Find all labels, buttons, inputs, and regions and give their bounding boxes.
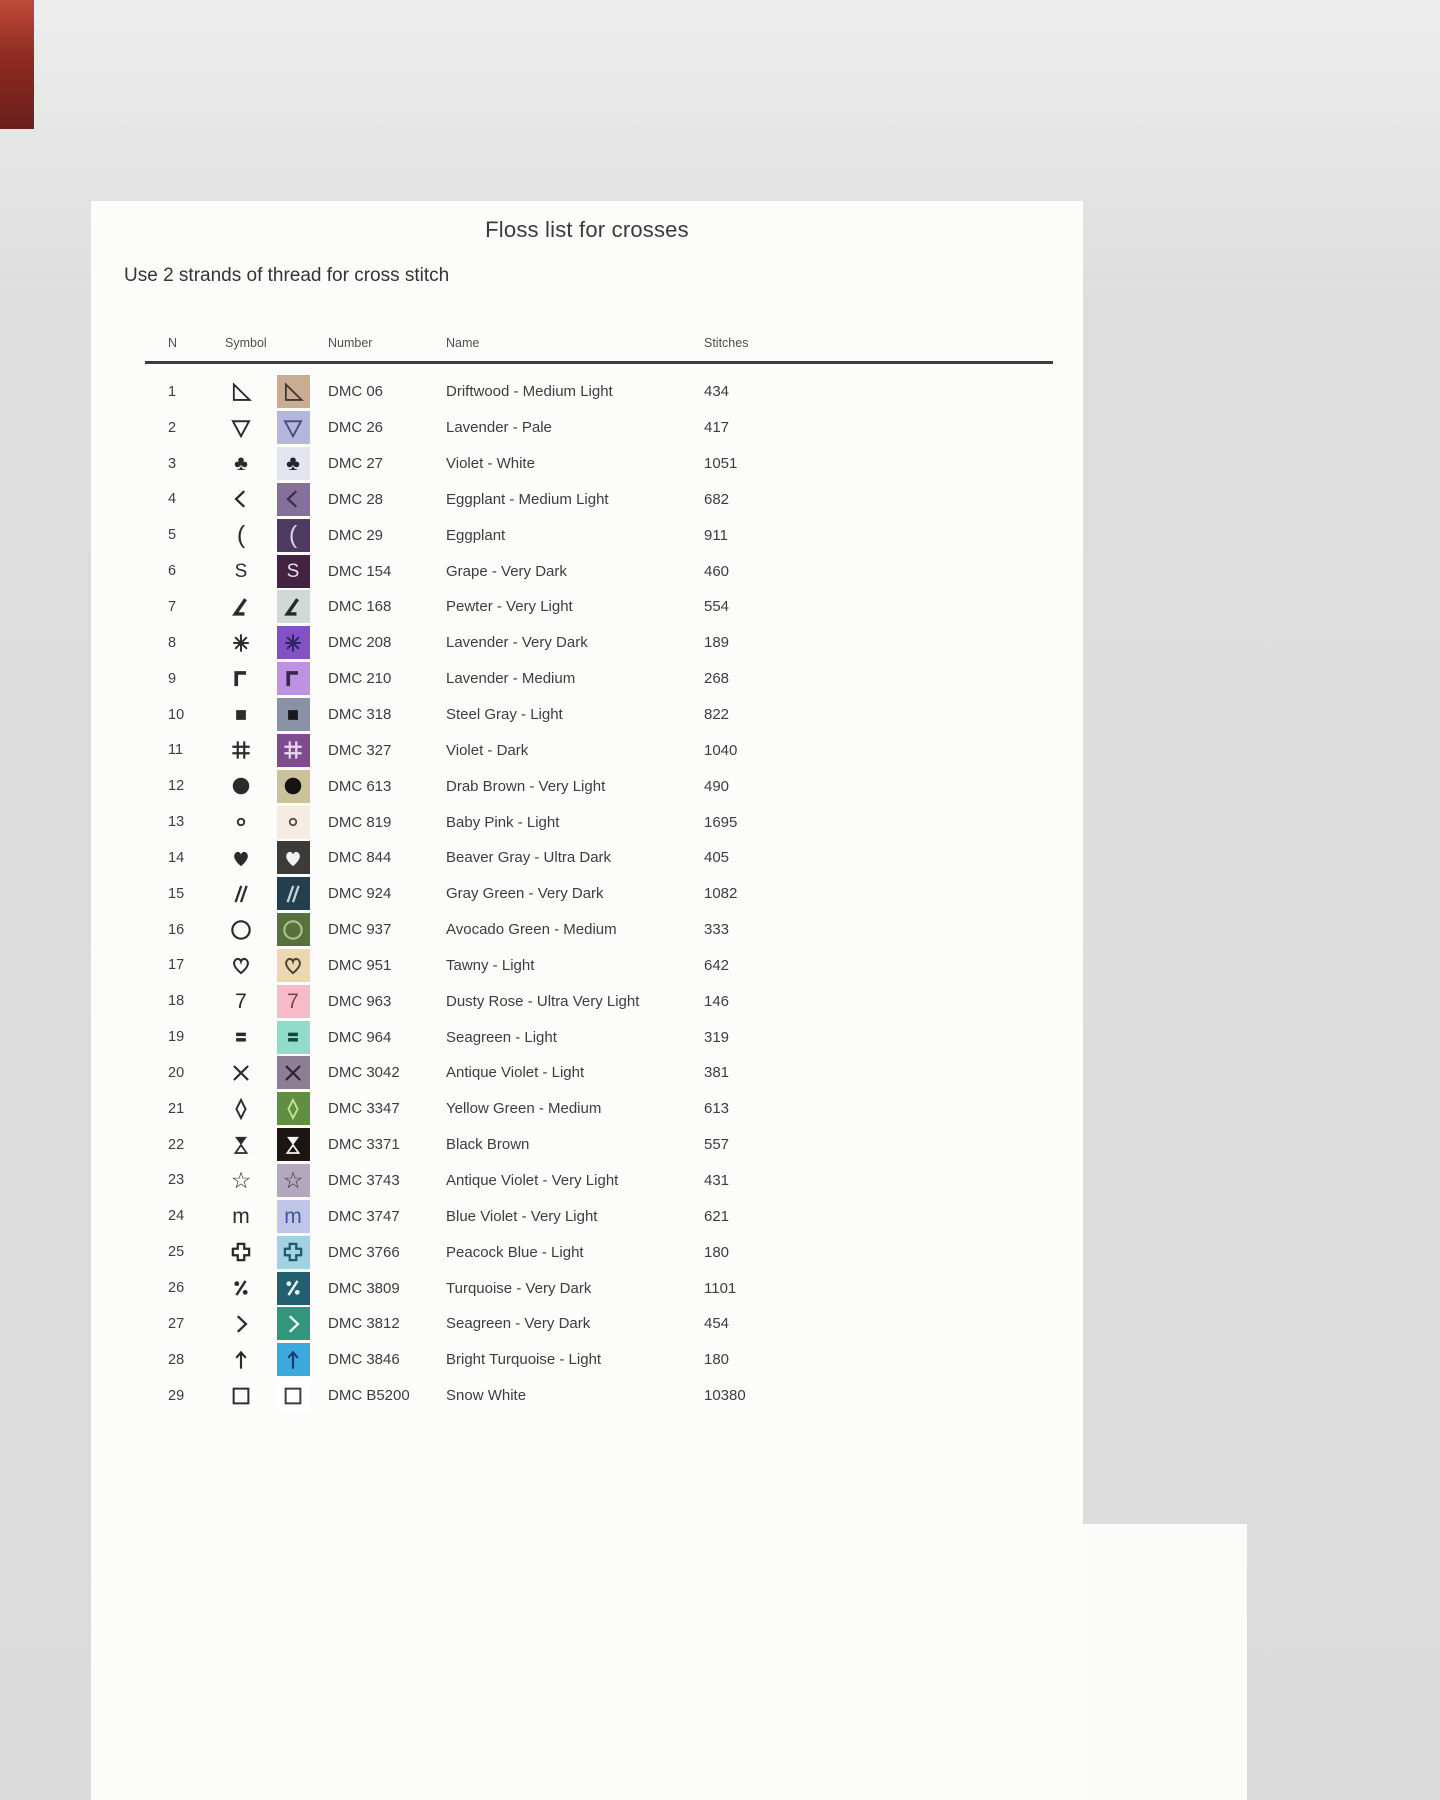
floss-number: DMC 937 [328,921,392,939]
floss-number: DMC 3747 [328,1207,400,1225]
floss-number: DMC 29 [328,526,384,544]
floss-name: Antique Violet - Very Light [446,1171,619,1189]
color-swatch [276,1091,310,1127]
cross-x-icon [216,1055,266,1091]
floss-number: DMC 964 [328,1028,392,1046]
row-number: 29 [168,1387,185,1404]
document-page [91,201,1083,1800]
equals-bold-icon [216,1019,266,1055]
stitch-count: 460 [704,562,730,580]
row-number: 20 [168,1064,185,1081]
diamond-narrow-icon [277,1092,310,1125]
table-row [91,768,1083,804]
circle-tiny-icon [277,806,310,839]
table-row [91,1163,1083,1199]
floss-name: Tawny - Light [446,956,535,974]
stitch-count: 613 [704,1100,730,1118]
table-row [91,1270,1083,1306]
heart-filled-icon [216,840,266,876]
percent-dots-icon [216,1270,266,1306]
digit-7-icon: 7 [277,985,310,1018]
table-row [91,553,1083,589]
floss-name: Seagreen - Very Dark [446,1315,591,1333]
floss-name: Gray Green - Very Dark [446,885,604,903]
color-swatch [276,1019,310,1055]
star-outline-icon: ☆ [277,1164,310,1197]
square-small-icon [277,698,310,731]
stitch-count: 554 [704,598,730,616]
row-number: 11 [168,742,184,759]
hash-grid-icon [277,734,310,767]
floss-number: DMC 3371 [328,1136,400,1154]
color-swatch [276,1234,310,1270]
page-title: Floss list for crosses [485,217,689,242]
letter-m-icon: m [232,1204,250,1228]
floss-name: Steel Gray - Light [446,706,563,724]
table-row [91,1342,1083,1378]
color-swatch [276,661,310,697]
club-icon: ♣ [277,447,310,480]
square-small-icon [216,697,266,733]
floss-number: DMC 318 [328,706,392,724]
stitch-count: 405 [704,849,730,867]
heart-outline-icon [216,948,266,984]
letter-s-icon: S [234,560,248,582]
table-row [91,1055,1083,1091]
floss-name: Snow White [446,1387,527,1405]
table-row [91,840,1083,876]
table-row [91,1306,1083,1342]
color-swatch [276,768,310,804]
color-swatch [276,482,310,518]
floss-name: Avocado Green - Medium [446,921,617,939]
floss-name: Baby Pink - Light [446,813,560,831]
stitch-count: 434 [704,383,730,401]
row-number: 14 [168,849,185,866]
table-row [91,661,1083,697]
floss-number: DMC 06 [328,383,384,401]
row-number: 23 [168,1172,185,1189]
stitch-count: 1101 [704,1279,737,1297]
stitch-count: 557 [704,1136,730,1154]
star-outline-icon: ☆ [230,1166,252,1193]
floss-number: DMC B5200 [328,1387,410,1405]
floss-name: Violet - Dark [446,741,529,759]
table-row [91,912,1083,948]
stitch-count: 10380 [704,1387,746,1405]
letter-m-icon: m [277,1200,310,1233]
table-row [91,948,1083,984]
floss-number: DMC 208 [328,634,392,652]
row-number: 5 [168,527,177,544]
paren-icon: ( [277,519,310,552]
col-header-stitches: Stitches [704,336,749,350]
circle-filled-icon [277,770,310,803]
color-swatch [276,876,310,912]
digit-7-icon: 7 [235,989,247,1013]
circle-tiny-icon [216,804,266,840]
table-row [91,517,1083,553]
hourglass-icon [277,1128,310,1161]
table-row [91,1019,1083,1055]
floss-name: Yellow Green - Medium [446,1100,602,1118]
table-row [91,589,1083,625]
down-triangle-icon [277,411,310,444]
corner-gamma-icon [216,661,266,697]
plus-outline-icon [277,1236,310,1269]
row-number: 24 [168,1208,185,1225]
floss-name: Eggplant [446,526,506,544]
row-number: 1 [168,383,177,400]
table-row [91,374,1083,410]
stitch-count: 180 [704,1351,730,1369]
hash-grid-icon [216,732,266,768]
row-number: 2 [168,419,177,436]
floss-name: Black Brown [446,1136,530,1154]
heart-filled-icon [277,841,310,874]
stitch-count: 1082 [704,885,738,903]
heart-outline-icon [277,949,310,982]
floss-table-rows [91,374,1083,1413]
color-swatch [276,1055,310,1091]
corner-gamma-icon [277,662,310,695]
table-row [91,697,1083,733]
table-row [91,482,1083,518]
table-row [91,1234,1083,1270]
angle-bold-icon [277,590,310,623]
floss-name: Drab Brown - Very Light [446,777,606,795]
diamond-narrow-icon [216,1091,266,1127]
row-number: 8 [168,634,177,651]
table-row [91,1091,1083,1127]
color-swatch [276,1306,310,1342]
stitch-count: 911 [704,526,728,544]
row-number: 3 [168,455,177,472]
floss-name: Lavender - Pale [446,419,552,437]
less-than-icon [216,482,266,518]
floss-number: DMC 327 [328,741,392,759]
row-number: 22 [168,1136,185,1153]
double-slash-icon [216,876,266,912]
stitch-count: 822 [704,706,730,724]
floss-number: DMC 3766 [328,1243,400,1261]
asterisk-8-icon [216,625,266,661]
color-swatch [276,1198,310,1234]
stitch-count: 454 [704,1315,730,1333]
header-rule [145,361,1053,364]
color-swatch [276,410,310,446]
stitch-count: 319 [704,1028,730,1046]
row-number: 28 [168,1351,185,1368]
stitch-count: 189 [704,634,730,652]
greater-than-icon [277,1307,310,1340]
color-swatch [276,697,310,733]
floss-name: Blue Violet - Very Light [446,1207,598,1225]
row-number: 9 [168,670,177,687]
floss-number: DMC 26 [328,419,384,437]
table-row [91,446,1083,482]
col-header-n: N [168,336,178,350]
circle-outline-icon [277,913,310,946]
table-row [91,983,1083,1019]
floss-name: Seagreen - Light [446,1028,557,1046]
equals-bold-icon [277,1021,310,1054]
floss-number: DMC 844 [328,849,392,867]
floss-name: Antique Violet - Light [446,1064,585,1082]
arrow-up-icon [277,1343,310,1376]
stitch-count: 682 [704,490,730,508]
stitch-count: 417 [704,419,730,437]
table-row [91,1198,1083,1234]
floss-number: DMC 168 [328,598,392,616]
floss-number: DMC 27 [328,455,384,473]
floss-name: Violet - White [446,455,535,473]
floss-number: DMC 28 [328,490,384,508]
square-outline-icon [277,1379,310,1412]
color-swatch [276,589,310,625]
table-row [91,876,1083,912]
circle-outline-icon [216,912,266,948]
floss-number: DMC 951 [328,956,392,974]
color-swatch [276,732,310,768]
row-number: 7 [168,598,177,615]
color-swatch [276,1342,310,1378]
paren-icon: ( [236,520,246,549]
hourglass-icon [216,1127,266,1163]
floss-name: Peacock Blue - Light [446,1243,584,1261]
club-icon: ♣ [234,452,248,476]
row-number: 17 [168,957,185,974]
row-number: 27 [168,1315,185,1332]
stitch-count: 180 [704,1243,730,1261]
row-number: 26 [168,1280,185,1297]
floss-number: DMC 3042 [328,1064,400,1082]
floss-number: DMC 210 [328,670,392,688]
color-swatch [276,517,310,553]
color-swatch [276,553,310,589]
row-number: 25 [168,1244,185,1261]
asterisk-8-icon [277,626,310,659]
angle-bold-icon [216,589,266,625]
color-swatch [276,804,310,840]
stitch-count: 642 [704,956,730,974]
color-swatch [276,446,310,482]
row-number: 19 [168,1029,185,1046]
floss-name: Dusty Rose - Ultra Very Light [446,992,640,1010]
right-triangle-icon [277,375,310,408]
floss-name: Beaver Gray - Ultra Dark [446,849,612,867]
row-number: 10 [168,706,185,723]
plus-outline-icon [216,1234,266,1270]
col-header-number: Number [328,336,373,350]
color-swatch [276,1127,310,1163]
double-slash-icon [277,877,310,910]
floss-name: Pewter - Very Light [446,598,573,616]
cross-x-icon [277,1056,310,1089]
floss-number: DMC 154 [328,562,392,580]
color-swatch [276,840,310,876]
row-number: 18 [168,993,185,1010]
stitch-count: 333 [704,921,730,939]
floss-name: Driftwood - Medium Light [446,383,613,401]
down-triangle-icon [216,410,266,446]
floss-name: Turquoise - Very Dark [446,1279,592,1297]
floss-name: Lavender - Medium [446,670,576,688]
less-than-icon [277,483,310,516]
greater-than-icon [216,1306,266,1342]
color-swatch [276,625,310,661]
row-number: 4 [168,491,177,508]
stitch-count: 1051 [704,455,738,473]
floss-number: DMC 924 [328,885,392,903]
floss-number: DMC 3743 [328,1171,400,1189]
table-row [91,732,1083,768]
row-number: 13 [168,814,185,831]
right-triangle-icon [216,374,266,410]
table-row [91,804,1083,840]
table-row [91,625,1083,661]
row-number: 6 [168,563,177,580]
page-background-extension [1083,1524,1247,1800]
floss-number: DMC 3809 [328,1279,400,1297]
color-swatch [276,948,310,984]
col-header-symbol: Symbol [225,336,267,350]
floss-number: DMC 963 [328,992,392,1010]
page-subtitle: Use 2 strands of thread for cross stitch [124,265,450,286]
row-number: 21 [168,1100,185,1117]
color-swatch [276,374,310,410]
table-row [91,410,1083,446]
floss-number: DMC 3812 [328,1315,400,1333]
row-number: 12 [168,778,185,795]
floss-name: Grape - Very Dark [446,562,567,580]
floss-name: Bright Turquoise - Light [446,1351,602,1369]
floss-name: Eggplant - Medium Light [446,490,609,508]
percent-dots-icon [277,1272,310,1305]
stitch-count: 490 [704,777,730,795]
stitch-count: 146 [704,992,730,1010]
stitch-count: 1040 [704,741,738,759]
col-header-name: Name [446,336,480,350]
arrow-up-icon [216,1342,266,1378]
color-swatch [276,912,310,948]
floss-number: DMC 819 [328,813,392,831]
square-outline-icon [216,1378,266,1414]
stitch-count: 1695 [704,813,738,831]
floss-number: DMC 613 [328,777,392,795]
stitch-count: 431 [704,1171,730,1189]
red-strip-decoration [0,0,34,129]
color-swatch [276,1270,310,1306]
table-row [91,1127,1083,1163]
row-number: 15 [168,885,185,902]
color-swatch [276,983,310,1019]
floss-number: DMC 3347 [328,1100,400,1118]
circle-filled-icon [216,768,266,804]
letter-s-icon: S [277,555,310,588]
row-number: 16 [168,921,185,938]
table-row [91,1378,1083,1414]
stitch-count: 621 [704,1207,730,1225]
stitch-count: 268 [704,670,730,688]
floss-name: Lavender - Very Dark [446,634,588,652]
color-swatch [276,1163,310,1199]
stitch-count: 381 [704,1064,730,1082]
floss-number: DMC 3846 [328,1351,400,1369]
color-swatch [276,1378,310,1414]
